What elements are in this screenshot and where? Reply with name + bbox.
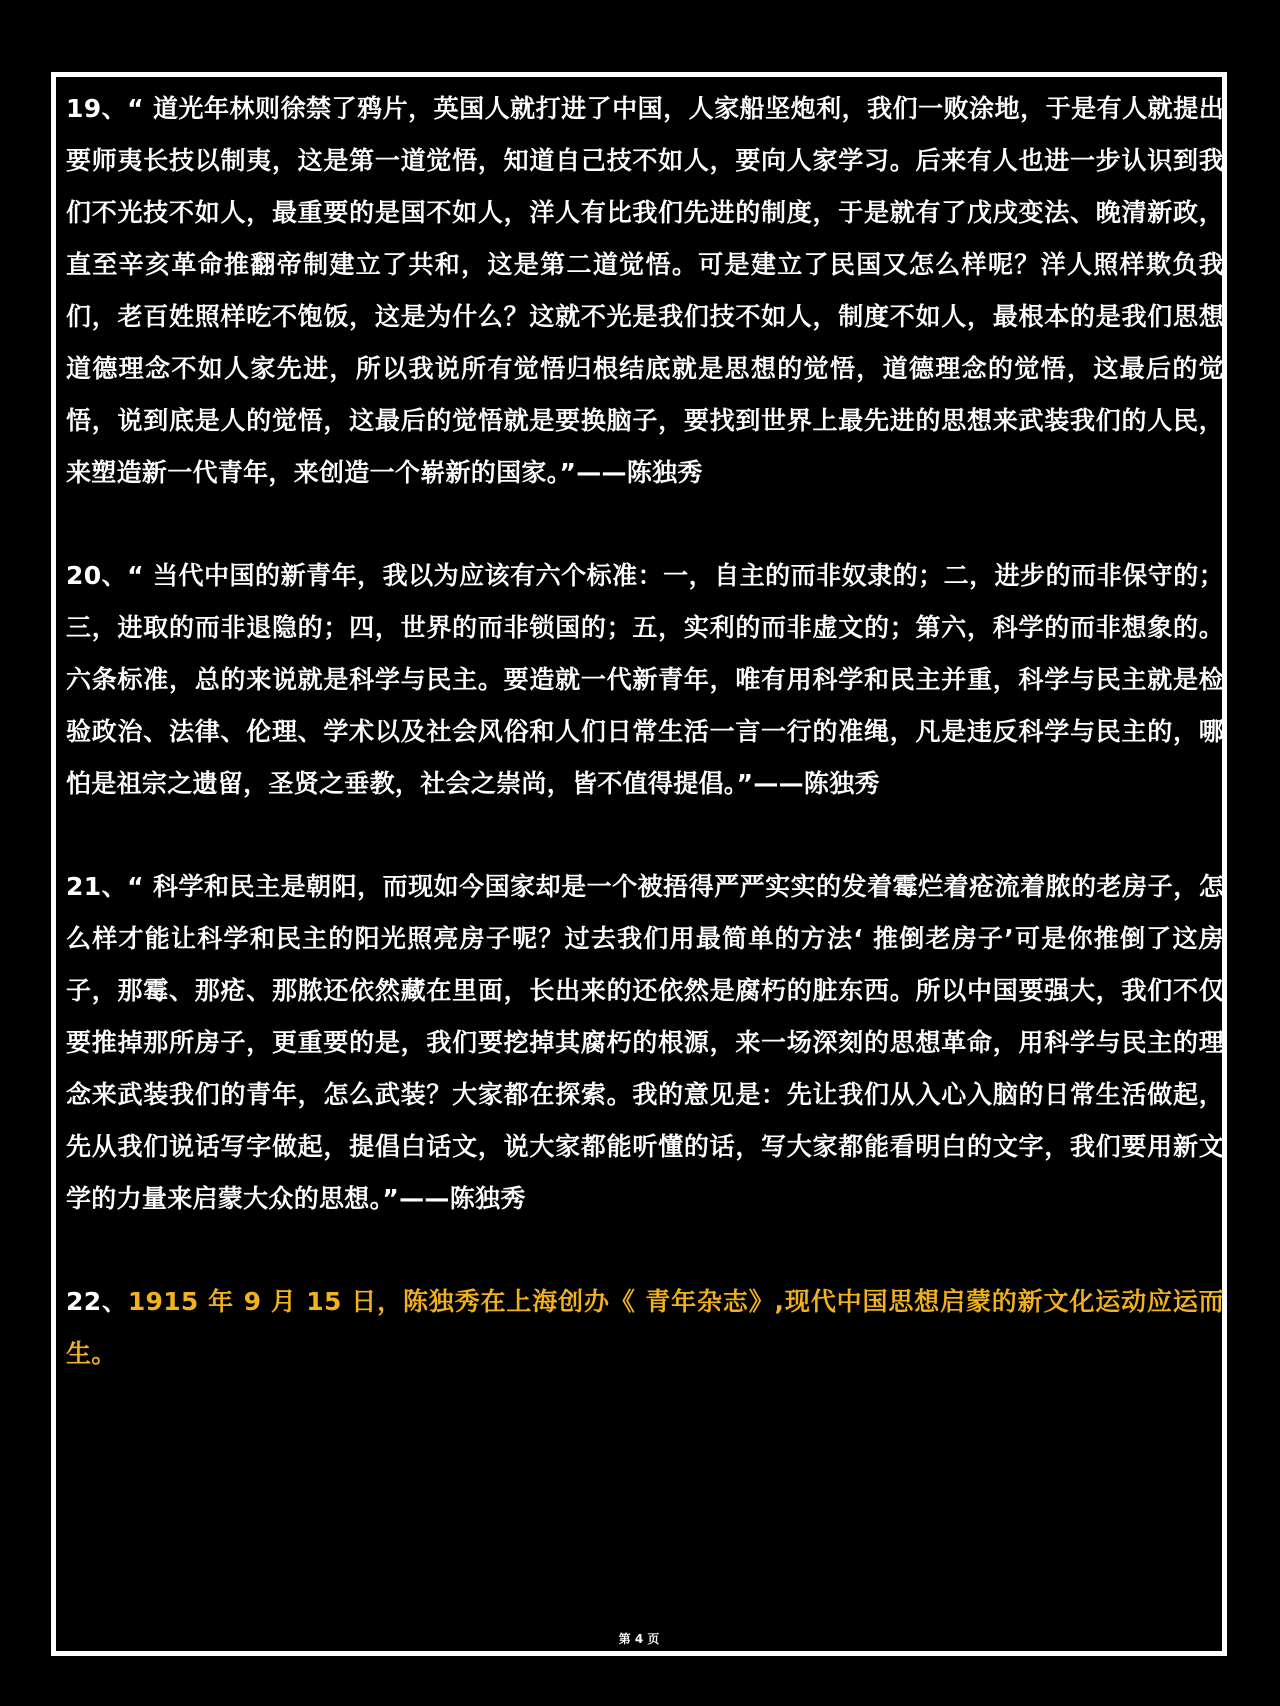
- paragraph-number: 20、: [66, 561, 128, 590]
- page-frame: [51, 72, 1227, 1656]
- paragraph-text: “ 科学和民主是朝阳，而现如今国家却是一个被捂得严严实实的发着霉烂着疮流着脓的老房子，怎么样才能让科学和民主的阳光照亮房子呢？过去我们用最简单的方法‘ 推倒老房子’可是你推倒了这房子，那霉、那疮、那脓还依然藏在里面，长出来的还依然是腐朽的脏东西。所以中国要强大，我们不仅要推掉那所房子，更重要的是，我们要挖掉其腐朽的根源，来一场深刻的思想革命，用科学与民主的理念来武装我们的青年，怎么武装？大家都在探索。我的意见是：先让我们从入心入脑的日常生活做起，先从我们说话写字做起，提倡白话文，说大家都能听懂的话，写大家都能看明白的文字，我们要用新文学的力量来启蒙大众的思想。”——陈独秀: [66, 872, 1224, 1213]
- highlight-paragraph-22: [66, 1276, 1224, 1380]
- highlighted-text: 1915 年 9 月 15 日，陈独秀在上海创办《 青年杂志》,现代中国思想启蒙的新文化运动应运而生。: [66, 1287, 1224, 1368]
- quote-paragraph-20: [66, 550, 1224, 810]
- paragraph-number: 22、: [66, 1287, 128, 1316]
- quote-paragraph-19: [66, 83, 1224, 499]
- paragraph-text: “ 当代中国的新青年，我以为应该有六个标准：一，自主的而非奴隶的；二，进步的而非保守的；三，进取的而非退隐的；四，世界的而非锁国的；五，实利的而非虚文的；第六，科学的而非想象的。六条标准，总的来说就是科学与民主。要造就一代新青年，唯有用科学和民主并重，科学与民主就是检验政治、法律、伦理、学术以及社会风俗和人们日常生活一言一行的准绳，凡是违反科学与民主的，哪怕是祖宗之遗留，圣贤之垂教，社会之崇尚，皆不值得提倡。”——陈独秀: [66, 561, 1224, 798]
- page-number: 第 4 页: [618, 1632, 660, 1646]
- paragraph-text: “ 道光年林则徐禁了鸦片，英国人就打进了中国，人家船坚炮利，我们一败涂地，于是有人就提出要师夷长技以制夷，这是第一道觉悟，知道自己技不如人，要向人家学习。后来有人也进一步认识到我们不光技不如人，最重要的是国不如人，洋人有比我们先进的制度，于是就有了戊戌变法、晚清新政，直至辛亥革命推翻帝制建立了共和，这是第二道觉悟。可是建立了民国又怎么样呢？洋人照样欺负我们，老百姓照样吃不饱饭，这是为什么？这就不光是我们技不如人，制度不如人，最根本的是我们思想道德理念不如人家先进，所以我说所有觉悟归根结底就是思想的觉悟，道德理念的觉悟，这最后的觉悟，说到底是人的觉悟，这最后的觉悟就是要换脑子，要找到世界上最先进的思想来武装我们的人民，来塑造新一代青年，来创造一个崭新的国家。”——陈独秀: [66, 94, 1224, 487]
- paragraph-number: 21、: [66, 872, 128, 901]
- document-body: [66, 83, 1224, 1380]
- paragraph-number: 19、: [66, 94, 128, 123]
- quote-paragraph-21: [66, 861, 1224, 1225]
